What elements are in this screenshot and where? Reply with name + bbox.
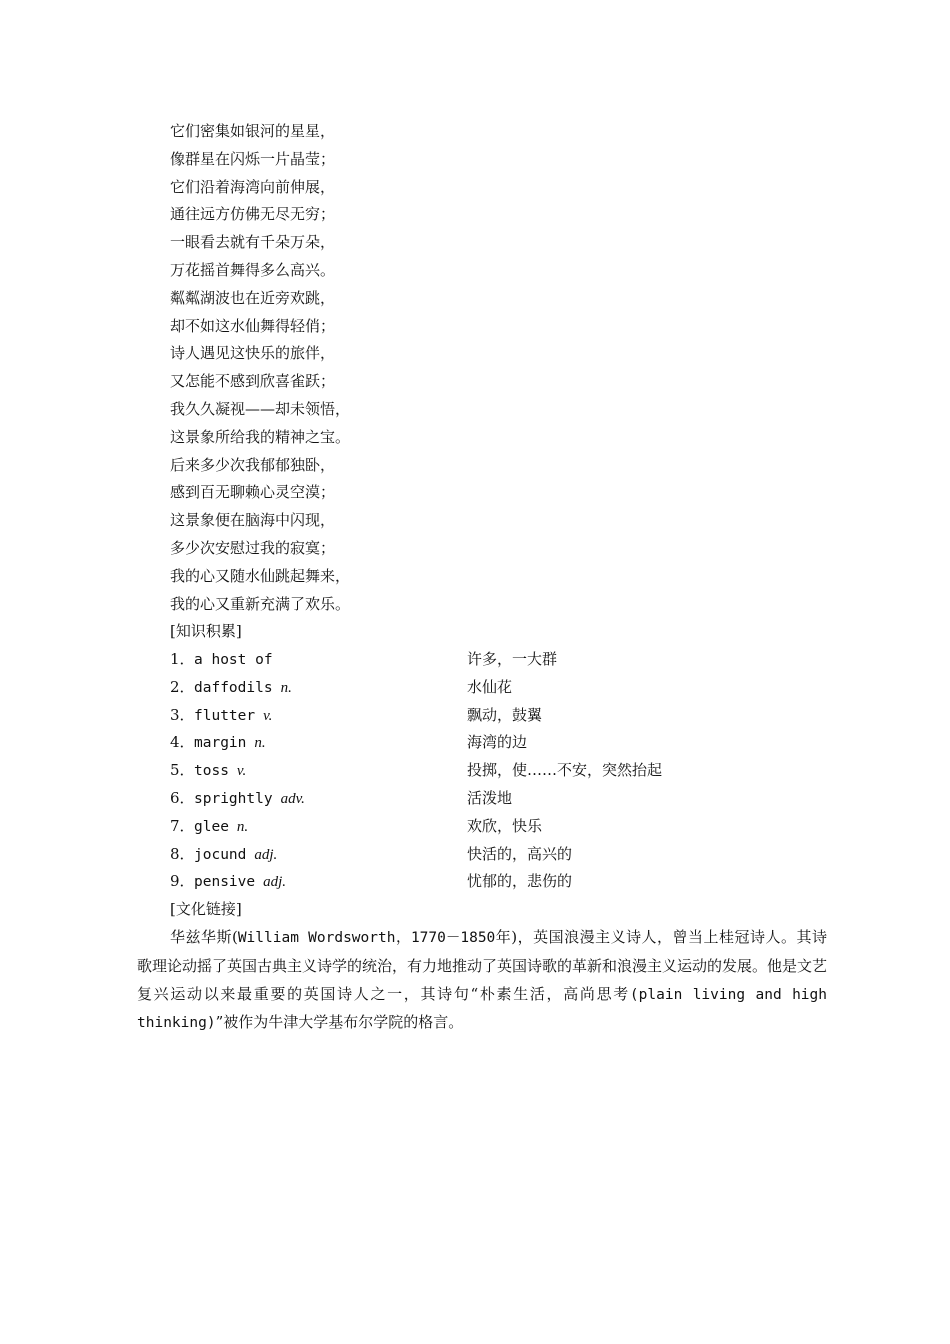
- vocab-meaning: 水仙花: [467, 677, 513, 696]
- vocab-item: [170, 646, 790, 674]
- vocab-meaning: 活泼地: [467, 788, 513, 807]
- vocab-item: [170, 841, 790, 869]
- vocab-part-of-speech: adj.: [254, 846, 278, 863]
- vocab-word: sprightly: [194, 790, 273, 807]
- poem-line: 诗人遇见这快乐的旅伴，: [170, 344, 336, 363]
- culture-heading: [文化链接]: [170, 900, 242, 918]
- vocab-word: flutter: [194, 707, 256, 724]
- poem-line: 多少次安慰过我的寂寞；: [170, 538, 336, 557]
- vocab-number: 1．: [170, 650, 195, 668]
- vocab-meaning: 投掷，使……不安，突然抬起: [467, 761, 663, 780]
- vocab-part-of-speech: v.: [236, 763, 247, 780]
- vocab-part-of-speech: v.: [263, 707, 273, 724]
- vocab-item: [170, 674, 790, 702]
- vocab-part-of-speech: n.: [254, 735, 266, 752]
- vocab-part-of-speech: n.: [280, 679, 292, 696]
- poem-line: 万花摇首舞得多么高兴。: [170, 260, 336, 279]
- vocab-item: [170, 785, 790, 813]
- poem-line: 感到百无聊赖心灵空漠；: [170, 483, 336, 502]
- vocab-number: 9．: [170, 872, 195, 891]
- vocab-word: glee: [194, 818, 229, 835]
- vocab-word: a host of: [194, 652, 273, 668]
- culture-paragraph: [137, 924, 827, 1038]
- poem-line: 这景象便在脑海中闪现，: [170, 511, 336, 530]
- poem-line: 它们沿着海湾向前伸展，: [170, 177, 336, 196]
- vocab-meaning: 海湾的边: [467, 733, 528, 752]
- vocab-word: margin: [194, 735, 247, 752]
- vocab-item: [170, 813, 790, 841]
- vocab-meaning: 欢欣，快乐: [467, 816, 543, 835]
- poem-line: 却不如这水仙舞得轻俏；: [170, 316, 336, 335]
- vocab-meaning: 忧郁的，悲伤的: [467, 872, 573, 891]
- vocab-meaning: 许多，一大群: [467, 650, 558, 668]
- poem-line: 通往远方仿佛无尽无穷；: [170, 205, 336, 224]
- poem-translation: [170, 118, 770, 618]
- vocab-item: [170, 729, 790, 757]
- poem-line: 这景象所给我的精神之宝。: [170, 427, 351, 446]
- vocab-number: 6．: [170, 788, 195, 807]
- vocab-word: pensive: [194, 874, 256, 891]
- culture-text-latin: William Wordsworth，1770－1850: [237, 930, 496, 946]
- poem-line: 我的心又随水仙跳起舞来，: [170, 566, 351, 585]
- poem-line: 后来多少次我郁郁独卧，: [170, 455, 336, 474]
- vocab-number: 4．: [170, 733, 195, 752]
- vocab-number: 3．: [170, 705, 195, 724]
- vocab-word: toss: [194, 763, 229, 780]
- vocab-number: 8．: [170, 844, 195, 863]
- vocab-meaning: 飘动，鼓翼: [467, 705, 543, 724]
- vocab-meaning: 快活的，高兴的: [467, 844, 573, 863]
- culture-text: ”被作为牛津大学基布尔学院的格言。: [215, 1013, 464, 1032]
- culture-text: 年)，英国浪漫主义诗人，曾当上桂冠诗人。其诗歌理论动摇了英国古典主义诗学的统治，有力地推动了英国诗歌的革新和浪漫主义运动的发展。他是文艺复兴运动以来最重要的英国诗人之一，其诗句“朴素生活，高尚思考: [137, 928, 828, 1003]
- vocab-number: 2．: [170, 677, 195, 696]
- poem-line: 像群星在闪烁一片晶莹；: [170, 149, 336, 168]
- vocab-word: jocund: [194, 846, 247, 863]
- vocabulary-list: [170, 646, 790, 896]
- vocab-number: 5．: [170, 761, 195, 780]
- poem-line: 我的心又重新充满了欢乐。: [170, 594, 351, 613]
- poem-line: 一眼看去就有千朵万朵，: [170, 233, 336, 252]
- vocab-part-of-speech: adj.: [263, 874, 287, 891]
- poem-line: 它们密集如银河的星星，: [170, 122, 336, 140]
- poem-line: 我久久凝视——却未领悟，: [170, 399, 351, 418]
- poem-line: 粼粼湖波也在近旁欢跳，: [170, 288, 336, 307]
- culture-text: 华兹华斯(: [170, 928, 238, 946]
- vocab-number: 7．: [170, 816, 195, 835]
- vocab-item: [170, 702, 790, 730]
- vocab-item: [170, 868, 790, 896]
- vocab-word: daffodils: [194, 679, 273, 696]
- vocab-item: [170, 757, 790, 785]
- culture-quote-english: (plain living and high thinking): [137, 986, 828, 1032]
- vocab-part-of-speech: n.: [236, 818, 249, 835]
- poem-line: 又怎能不感到欣喜雀跃；: [170, 372, 336, 391]
- knowledge-heading: [知识积累]: [170, 622, 242, 640]
- vocab-part-of-speech: adv.: [280, 790, 305, 807]
